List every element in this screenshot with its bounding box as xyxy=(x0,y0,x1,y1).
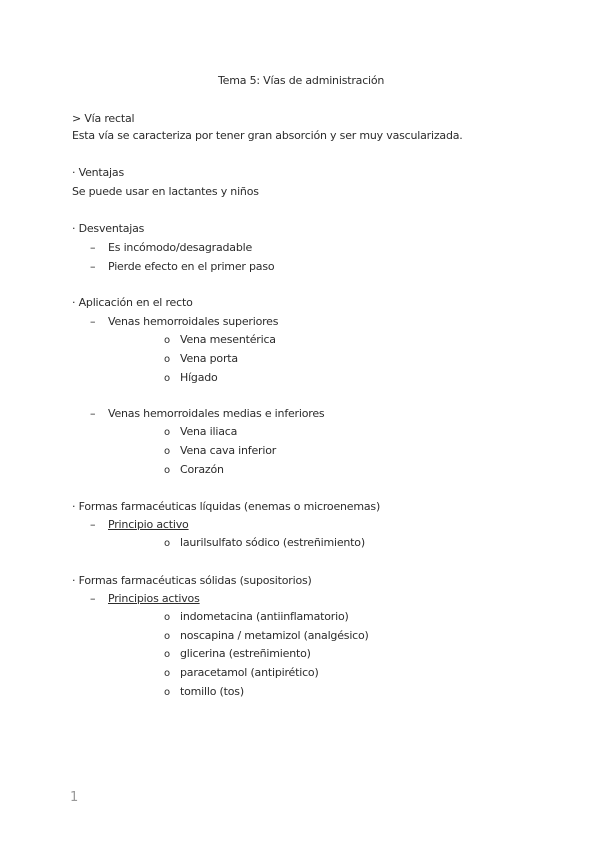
liquidas-item: laurilsulfato sódico (estreñimiento) xyxy=(180,536,365,549)
ventajas-heading: · Ventajas xyxy=(72,166,124,179)
venas-inferiores-item: Vena cava inferior xyxy=(180,444,277,457)
dash-marker: – xyxy=(90,518,96,531)
venas-superiores-item: Vena porta xyxy=(180,352,238,365)
ventajas-text: Se puede usar en lactantes y niños xyxy=(72,185,259,198)
bullet-marker: o xyxy=(164,465,170,476)
solidas-item: paracetamol (antipirético) xyxy=(180,666,319,679)
dash-marker: – xyxy=(90,592,96,605)
dash-marker: – xyxy=(90,407,96,420)
bullet-marker: o xyxy=(164,631,170,642)
venas-inferiores-item: Vena iliaca xyxy=(180,425,238,438)
bullet-marker: o xyxy=(164,446,170,457)
bullet-marker: o xyxy=(164,668,170,679)
venas-superiores-item: Hígado xyxy=(180,371,218,384)
venas-inferiores-item: Corazón xyxy=(180,463,224,476)
desventajas-heading: · Desventajas xyxy=(72,222,145,235)
bullet-marker: o xyxy=(164,538,170,549)
bullet-marker: o xyxy=(164,373,170,384)
dash-marker: – xyxy=(90,260,96,273)
venas-superiores-label: Venas hemorroidales superiores xyxy=(108,315,279,328)
venas-superiores-item: Vena mesentérica xyxy=(180,333,276,346)
principio-activo-label: Principio activo xyxy=(108,518,189,531)
liquidas-heading: · Formas farmacéuticas líquidas (enemas o microenemas) xyxy=(72,500,381,513)
bullet-marker: o xyxy=(164,612,170,623)
solidas-item: tomillo (tos) xyxy=(180,685,244,698)
bullet-marker: o xyxy=(164,687,170,698)
solidas-item: indometacina (antiinflamatorio) xyxy=(180,610,349,623)
desventajas-item: Es incómodo/desagradable xyxy=(108,241,253,254)
principios-activos-label: Principios activos xyxy=(108,592,200,605)
bullet-marker: o xyxy=(164,649,170,660)
solidas-item: glicerina (estreñimiento) xyxy=(180,647,311,660)
dash-marker: – xyxy=(90,241,96,254)
page-number: 1 xyxy=(70,790,79,805)
intro-text: Esta vía se caracteriza por tener gran absorción y ser muy vascularizada. xyxy=(72,129,463,142)
solidas-item: noscapina / metamizol (analgésico) xyxy=(180,629,369,642)
bullet-marker: o xyxy=(164,427,170,438)
bullet-marker: o xyxy=(164,354,170,365)
venas-inferiores-label: Venas hemorroidales medias e inferiores xyxy=(108,407,325,420)
dash-marker: – xyxy=(90,315,96,328)
aplicacion-heading: · Aplicación en el recto xyxy=(72,296,193,309)
bullet-marker: o xyxy=(164,335,170,346)
page-title: Tema 5: Vías de administración xyxy=(218,74,385,87)
solidas-heading: · Formas farmacéuticas sólidas (supositorios) xyxy=(72,574,312,587)
desventajas-item: Pierde efecto en el primer paso xyxy=(108,260,275,273)
section-heading-via-rectal: > Vía rectal xyxy=(72,112,135,125)
